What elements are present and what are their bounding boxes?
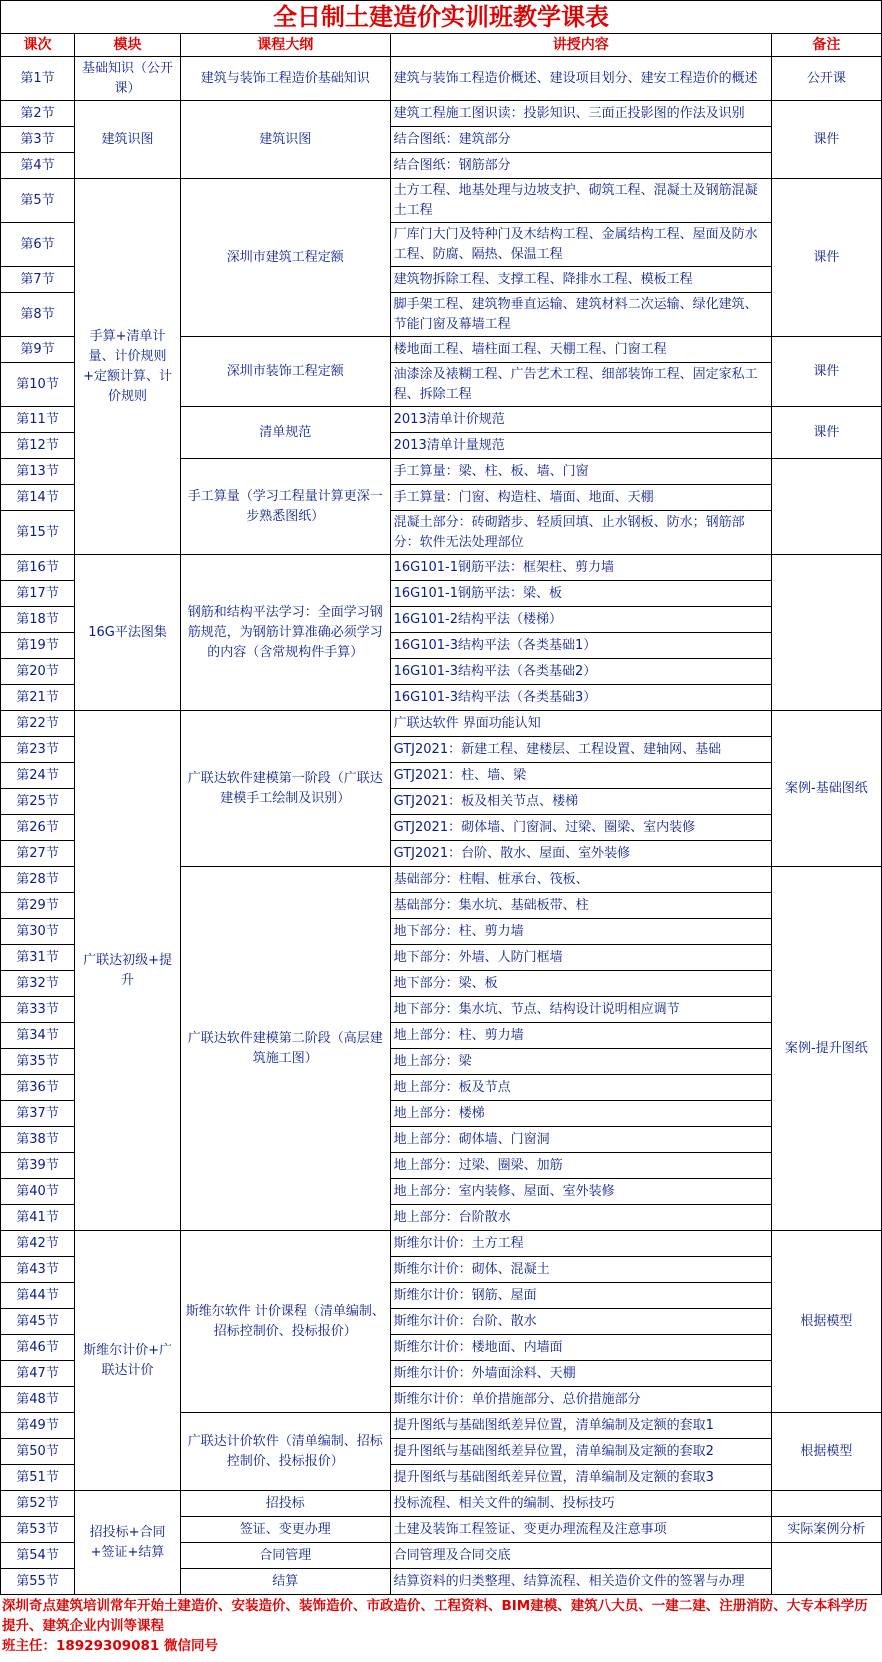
lesson-cell: 第31节 [1, 945, 75, 971]
note-cell: 课件 [771, 407, 881, 459]
lesson-cell: 第10节 [1, 363, 75, 407]
table-title: 全日制土建造价实训班教学课表 [1, 1, 882, 34]
lesson-cell: 第55节 [1, 1569, 75, 1595]
lesson-cell: 第8节 [1, 293, 75, 337]
content-cell: 结合图纸：建筑部分 [390, 127, 771, 153]
content-cell: 楼地面工程、墙柱面工程、天棚工程、门窗工程 [390, 337, 771, 363]
header-note: 备注 [771, 34, 881, 57]
note-cell: 实际案例分析 [771, 1517, 881, 1543]
lesson-cell: 第20节 [1, 659, 75, 685]
content-cell: GTJ2021：柱、墙、梁 [390, 763, 771, 789]
note-cell: 公开课 [771, 57, 881, 101]
lesson-cell: 第25节 [1, 789, 75, 815]
lesson-cell: 第40节 [1, 1179, 75, 1205]
lesson-cell: 第50节 [1, 1439, 75, 1465]
content-cell: 建筑与装饰工程造价概述、建设项目划分、建安工程造价的概述 [390, 57, 771, 101]
content-cell: 地下部分：柱、剪力墙 [390, 919, 771, 945]
module-cell: 基础知识（公开课） [75, 57, 181, 101]
lesson-cell: 第5节 [1, 179, 75, 223]
content-cell: 斯维尔计价：外墙面涂料、天棚 [390, 1361, 771, 1387]
outline-cell: 招投标 [180, 1491, 390, 1517]
lesson-cell: 第46节 [1, 1335, 75, 1361]
content-cell: 结算资料的归类整理、结算流程、相关造价文件的签署与办理 [390, 1569, 771, 1595]
note-cell: 案例-提升图纸 [771, 867, 881, 1231]
lesson-cell: 第6节 [1, 223, 75, 267]
note-cell [771, 459, 881, 555]
note-cell: 根据模型 [771, 1231, 881, 1413]
content-cell: 地上部分：梁 [390, 1049, 771, 1075]
lesson-cell: 第29节 [1, 893, 75, 919]
content-cell: 斯维尔计价：钢筋、屋面 [390, 1283, 771, 1309]
lesson-cell: 第14节 [1, 485, 75, 511]
table-row [1, 179, 882, 223]
outline-cell: 清单规范 [180, 407, 390, 459]
lesson-cell: 第49节 [1, 1413, 75, 1439]
outline-cell: 签证、变更办理 [180, 1517, 390, 1543]
note-cell [771, 555, 881, 711]
footer-promo: 深圳奇点建筑培训常年开始土建造价、安装造价、装饰造价、市政造价、工程资料、BIM建模、建筑八大员、一建二建、注册消防、大专本科学历提升、建筑企业内训等课程 [2, 1598, 868, 1634]
content-cell: 土建及装饰工程签证、变更办理流程及注意事项 [390, 1517, 771, 1543]
lesson-cell: 第32节 [1, 971, 75, 997]
content-cell: 地下部分：梁、板 [390, 971, 771, 997]
content-cell: 斯维尔计价：台阶、散水 [390, 1309, 771, 1335]
lesson-cell: 第23节 [1, 737, 75, 763]
content-cell: 地上部分：室内装修、屋面、室外装修 [390, 1179, 771, 1205]
lesson-cell: 第22节 [1, 711, 75, 737]
lesson-cell: 第38节 [1, 1127, 75, 1153]
content-cell: 2013清单计量规范 [390, 433, 771, 459]
lesson-cell: 第7节 [1, 267, 75, 293]
module-cell: 16G平法图集 [75, 555, 181, 711]
lesson-cell: 第27节 [1, 841, 75, 867]
lesson-cell: 第33节 [1, 997, 75, 1023]
content-cell: 斯维尔计价：楼地面、内墙面 [390, 1335, 771, 1361]
content-cell: 地上部分：楼梯 [390, 1101, 771, 1127]
note-cell: 案例-基础图纸 [771, 711, 881, 867]
content-cell: 2013清单计价规范 [390, 407, 771, 433]
lesson-cell: 第41节 [1, 1205, 75, 1231]
outline-cell: 广联达软件建模第一阶段（广联达建模手工绘制及识别） [180, 711, 390, 867]
content-cell: 地上部分：砌体墙、门窗洞 [390, 1127, 771, 1153]
module-cell: 广联达初级+提升 [75, 711, 181, 1231]
content-cell: 结合图纸：钢筋部分 [390, 153, 771, 179]
content-cell: 地上部分：板及节点 [390, 1075, 771, 1101]
note-cell: 课件 [771, 337, 881, 407]
content-cell: 提升图纸与基础图纸差异位置，清单编制及定额的套取2 [390, 1439, 771, 1465]
content-cell: 混凝土部分：砖砌踏步、轻质回填、止水钢板、防水；钢筋部分：软件无法处理部位 [390, 511, 771, 555]
note-cell: 课件 [771, 101, 881, 179]
content-cell: GTJ2021：新建工程、建楼层、工程设置、建轴网、基础 [390, 737, 771, 763]
module-cell: 斯维尔计价+广联达计价 [75, 1231, 181, 1491]
content-cell: 油漆涂及裱糊工程、广告艺术工程、细部装饰工程、固定家私工程、拆除工程 [390, 363, 771, 407]
lesson-cell: 第44节 [1, 1283, 75, 1309]
table-row [1, 1491, 882, 1517]
footer [0, 1595, 882, 1656]
lesson-cell: 第21节 [1, 685, 75, 711]
outline-cell: 广联达计价软件（清单编制、招标控制价、投标报价） [180, 1413, 390, 1491]
content-cell: 16G101-3结构平法（各类基础3） [390, 685, 771, 711]
content-cell: 斯维尔计价：单价措施部分、总价措施部分 [390, 1387, 771, 1413]
note-cell [771, 1491, 881, 1517]
lesson-cell: 第24节 [1, 763, 75, 789]
lesson-cell: 第15节 [1, 511, 75, 555]
content-cell: 基础部分：柱帽、桩承台、筏板、 [390, 867, 771, 893]
lesson-cell: 第34节 [1, 1023, 75, 1049]
lesson-cell: 第30节 [1, 919, 75, 945]
outline-cell: 深圳市建筑工程定额 [180, 179, 390, 337]
table-row [1, 101, 882, 127]
lesson-cell: 第36节 [1, 1075, 75, 1101]
note-cell: 根据模型 [771, 1413, 881, 1491]
module-cell: 招投标+合同+签证+结算 [75, 1491, 181, 1595]
outline-cell: 斯维尔软件 计价课程（清单编制、招标控制价、投标报价） [180, 1231, 390, 1413]
lesson-cell: 第2节 [1, 101, 75, 127]
lesson-cell: 第3节 [1, 127, 75, 153]
content-cell: 斯维尔计价：土方工程 [390, 1231, 771, 1257]
content-cell: 土方工程、地基处理与边坡支护、砌筑工程、混凝土及钢筋混凝土工程 [390, 179, 771, 223]
header-lesson: 课次 [1, 34, 75, 57]
lesson-cell: 第47节 [1, 1361, 75, 1387]
header-outline: 课程大纲 [180, 34, 390, 57]
content-cell: 地下部分：集水坑、节点、结构设计说明相应调节 [390, 997, 771, 1023]
lesson-cell: 第26节 [1, 815, 75, 841]
header-content: 讲授内容 [390, 34, 771, 57]
content-cell: GTJ2021：砌体墙、门窗洞、过梁、圈梁、室内装修 [390, 815, 771, 841]
content-cell: 斯维尔计价：砌体、混凝土 [390, 1257, 771, 1283]
lesson-cell: 第19节 [1, 633, 75, 659]
lesson-cell: 第16节 [1, 555, 75, 581]
lesson-cell: 第1节 [1, 57, 75, 101]
lesson-cell: 第52节 [1, 1491, 75, 1517]
table-row [1, 555, 882, 581]
content-cell: 16G101-3结构平法（各类基础2） [390, 659, 771, 685]
lesson-cell: 第53节 [1, 1517, 75, 1543]
table-row [1, 711, 882, 737]
outline-cell: 手工算量（学习工程量计算更深一步熟悉图纸） [180, 459, 390, 555]
outline-cell: 深圳市装饰工程定额 [180, 337, 390, 407]
outline-cell: 建筑与装饰工程造价基础知识 [180, 57, 390, 101]
content-cell: 基础部分：集水坑、基础板带、柱 [390, 893, 771, 919]
content-cell: 脚手架工程、建筑物垂直运输、建筑材料二次运输、绿化建筑、节能门窗及幕墙工程 [390, 293, 771, 337]
content-cell: 建筑物拆除工程、支撑工程、降排水工程、模板工程 [390, 267, 771, 293]
lesson-cell: 第12节 [1, 433, 75, 459]
content-cell: 地上部分：台阶散水 [390, 1205, 771, 1231]
lesson-cell: 第37节 [1, 1101, 75, 1127]
outline-cell: 合同管理 [180, 1543, 390, 1569]
outline-cell: 结算 [180, 1569, 390, 1595]
content-cell: GTJ2021：台阶、散水、屋面、室外装修 [390, 841, 771, 867]
lesson-cell: 第39节 [1, 1153, 75, 1179]
content-cell: 投标流程、相关文件的编制、投标技巧 [390, 1491, 771, 1517]
content-cell: 厂库门大门及特种门及木结构工程、金属结构工程、屋面及防水工程、防腐、隔热、保温工程 [390, 223, 771, 267]
content-cell: 建筑工程施工图识读：投影知识、三面正投影图的作法及识别 [390, 101, 771, 127]
table-row [1, 1231, 882, 1257]
lesson-cell: 第48节 [1, 1387, 75, 1413]
outline-cell: 广联达软件建模第二阶段（高层建筑施工图） [180, 867, 390, 1231]
content-cell: 手工算量：梁、柱、板、墙、门窗 [390, 459, 771, 485]
module-cell: 手算+清单计量、计价规则+定额计算、计价规则 [75, 179, 181, 555]
content-cell: 16G101-3结构平法（各类基础1） [390, 633, 771, 659]
content-cell: 广联达软件 界面功能认知 [390, 711, 771, 737]
lesson-cell: 第42节 [1, 1231, 75, 1257]
content-cell: 16G101-2结构平法（楼梯） [390, 607, 771, 633]
header-module: 模块 [75, 34, 181, 57]
content-cell: 提升图纸与基础图纸差异位置，清单编制及定额的套取3 [390, 1465, 771, 1491]
lesson-cell: 第51节 [1, 1465, 75, 1491]
lesson-cell: 第13节 [1, 459, 75, 485]
note-cell [771, 1543, 881, 1595]
content-cell: 16G101-1钢筋平法：梁、板 [390, 581, 771, 607]
note-cell: 课件 [771, 179, 881, 337]
lesson-cell: 第54节 [1, 1543, 75, 1569]
module-cell: 建筑识图 [75, 101, 181, 179]
outline-cell: 建筑识图 [180, 101, 390, 179]
lesson-cell: 第18节 [1, 607, 75, 633]
content-cell: 16G101-1钢筋平法：框架柱、剪力墙 [390, 555, 771, 581]
lesson-cell: 第17节 [1, 581, 75, 607]
content-cell: 地上部分：柱、剪力墙 [390, 1023, 771, 1049]
table-row [1, 57, 882, 101]
lesson-cell: 第9节 [1, 337, 75, 363]
footer-contact: 班主任：18929309081 微信同号 [2, 1638, 219, 1654]
lesson-cell: 第4节 [1, 153, 75, 179]
content-cell: 合同管理及合同交底 [390, 1543, 771, 1569]
lesson-cell: 第45节 [1, 1309, 75, 1335]
content-cell: 手工算量：门窗、构造柱、墙面、地面、天棚 [390, 485, 771, 511]
content-cell: GTJ2021：板及相关节点、楼梯 [390, 789, 771, 815]
lesson-cell: 第11节 [1, 407, 75, 433]
lesson-cell: 第35节 [1, 1049, 75, 1075]
outline-cell: 钢筋和结构平法学习：全面学习钢筋规范，为钢筋计算准确必须学习的内容（含常规构件手算） [180, 555, 390, 711]
content-cell: 地上部分：过梁、圈梁、加筋 [390, 1153, 771, 1179]
content-cell: 提升图纸与基础图纸差异位置，清单编制及定额的套取1 [390, 1413, 771, 1439]
lesson-cell: 第28节 [1, 867, 75, 893]
content-cell: 地下部分：外墙、人防门框墙 [390, 945, 771, 971]
lesson-cell: 第43节 [1, 1257, 75, 1283]
